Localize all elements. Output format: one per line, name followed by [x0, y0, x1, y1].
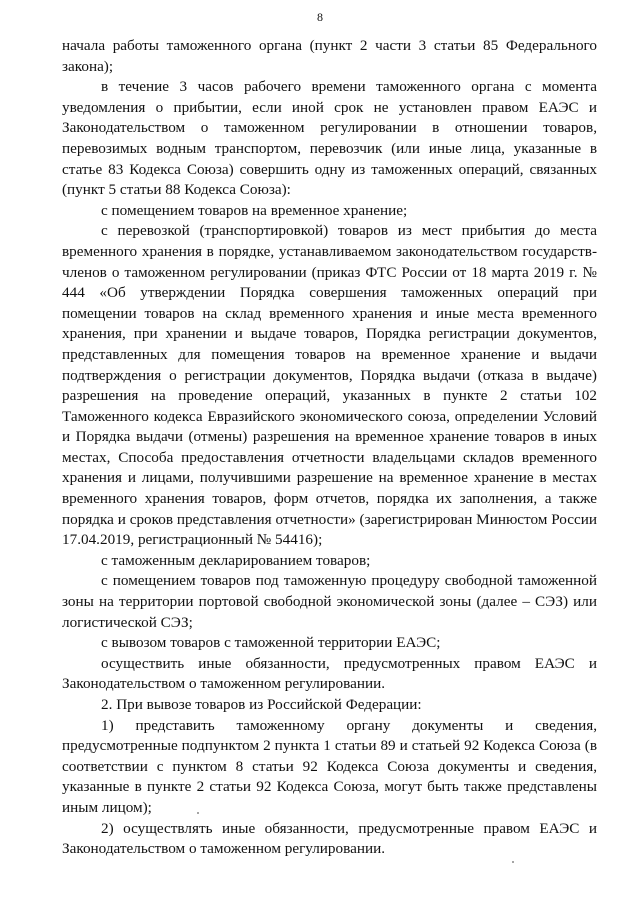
paragraph-3: с помещением товаров на временное хранение;: [101, 201, 408, 219]
document-body: [62, 36, 597, 860]
paragraph-11: 2) осуществлять иные обязанности, предусмотренные правом ЕАЭС и Законодательством о таможенном регулировании.: [62, 819, 597, 858]
paragraph-2: в течение 3 часов рабочего времени таможенного органа с момента уведомления о прибытии, если иной срок не установлен правом ЕАЭС и Законодательством о таможенном регулировании в отношении товаров, перевозимых водным транспортом, перевозчик (или иные лица, указанные в статье 83 Кодекса Союза) совершить одну из таможенных операций, связанных (пункт 5 статьи 88 Кодекса Союза):: [62, 78, 597, 199]
paragraph-4: с перевозкой (транспортировкой) товаров из мест прибытия до места временного хранения в порядке, устанавливаемом законодательством государств-членов о таможенном регулировании (приказ ФТС России от 18 марта 2019 г. № 444 «Об утверждении Порядка совершения таможенных операций при помещении товаров на склад временного хранения и иные места временного хранения, при хранении и выдаче товаров, Порядка регистрации документов, представленных для помещения товаров на временное хранение и выдачи подтверждения о регистрации документов, Порядка выдачи (отказа в выдаче) разрешения на проведение операций, указанных в пункте 2 статьи 102 Таможенного кодекса Евразийского экономического союза, определении Условий и Порядка выдачи (отмены) разрешения на временное хранение товаров в иных местах, Способа предоставления отчетности владельцами складов временного хранения и лицами, получившими разрешение на временное хранение в местах временного хранения товаров, форм отчетов, порядка их заполнения, а также порядка и сроков представления отчетности» (зарегистрирован Минюстом России 17.04.2019, регистрационный № 54416);: [62, 222, 597, 549]
paragraph-6: с помещением товаров под таможенную процедуру свободной таможенной зоны на территории портовой свободной экономической зоны (далее – СЭЗ) или логистической СЭЗ;: [62, 572, 597, 631]
paragraph-8: осуществить иные обязанности, предусмотренных правом ЕАЭС и Законодательством о таможенном регулировании.: [62, 654, 597, 693]
paragraph-9: 2. При вывозе товаров из Российской Федерации:: [101, 696, 422, 713]
scan-speck: [197, 812, 199, 814]
paragraph-1: начала работы таможенного органа (пункт 2 части 3 статьи 85 Федерального закона);: [62, 37, 597, 75]
paragraph-10: 1) представить таможенному органу документы и сведения, предусмотренные подпунктом 2 пункта 1 статьи 89 и статьей 92 Кодекса Союза (в соответствии с пунктом 8 статьи 92 Кодекса Союза документы и сведения, указанные в пункте 2 статьи 92 Кодекса Союза, могут быть также представлены иным лицом);: [62, 716, 597, 816]
paragraph-7: с вывозом товаров с таможенной территории ЕАЭС;: [101, 634, 441, 652]
paragraph-5: с таможенным декларированием товаров;: [101, 551, 371, 569]
scan-speck: [512, 861, 514, 863]
page-number: 8: [317, 10, 323, 24]
